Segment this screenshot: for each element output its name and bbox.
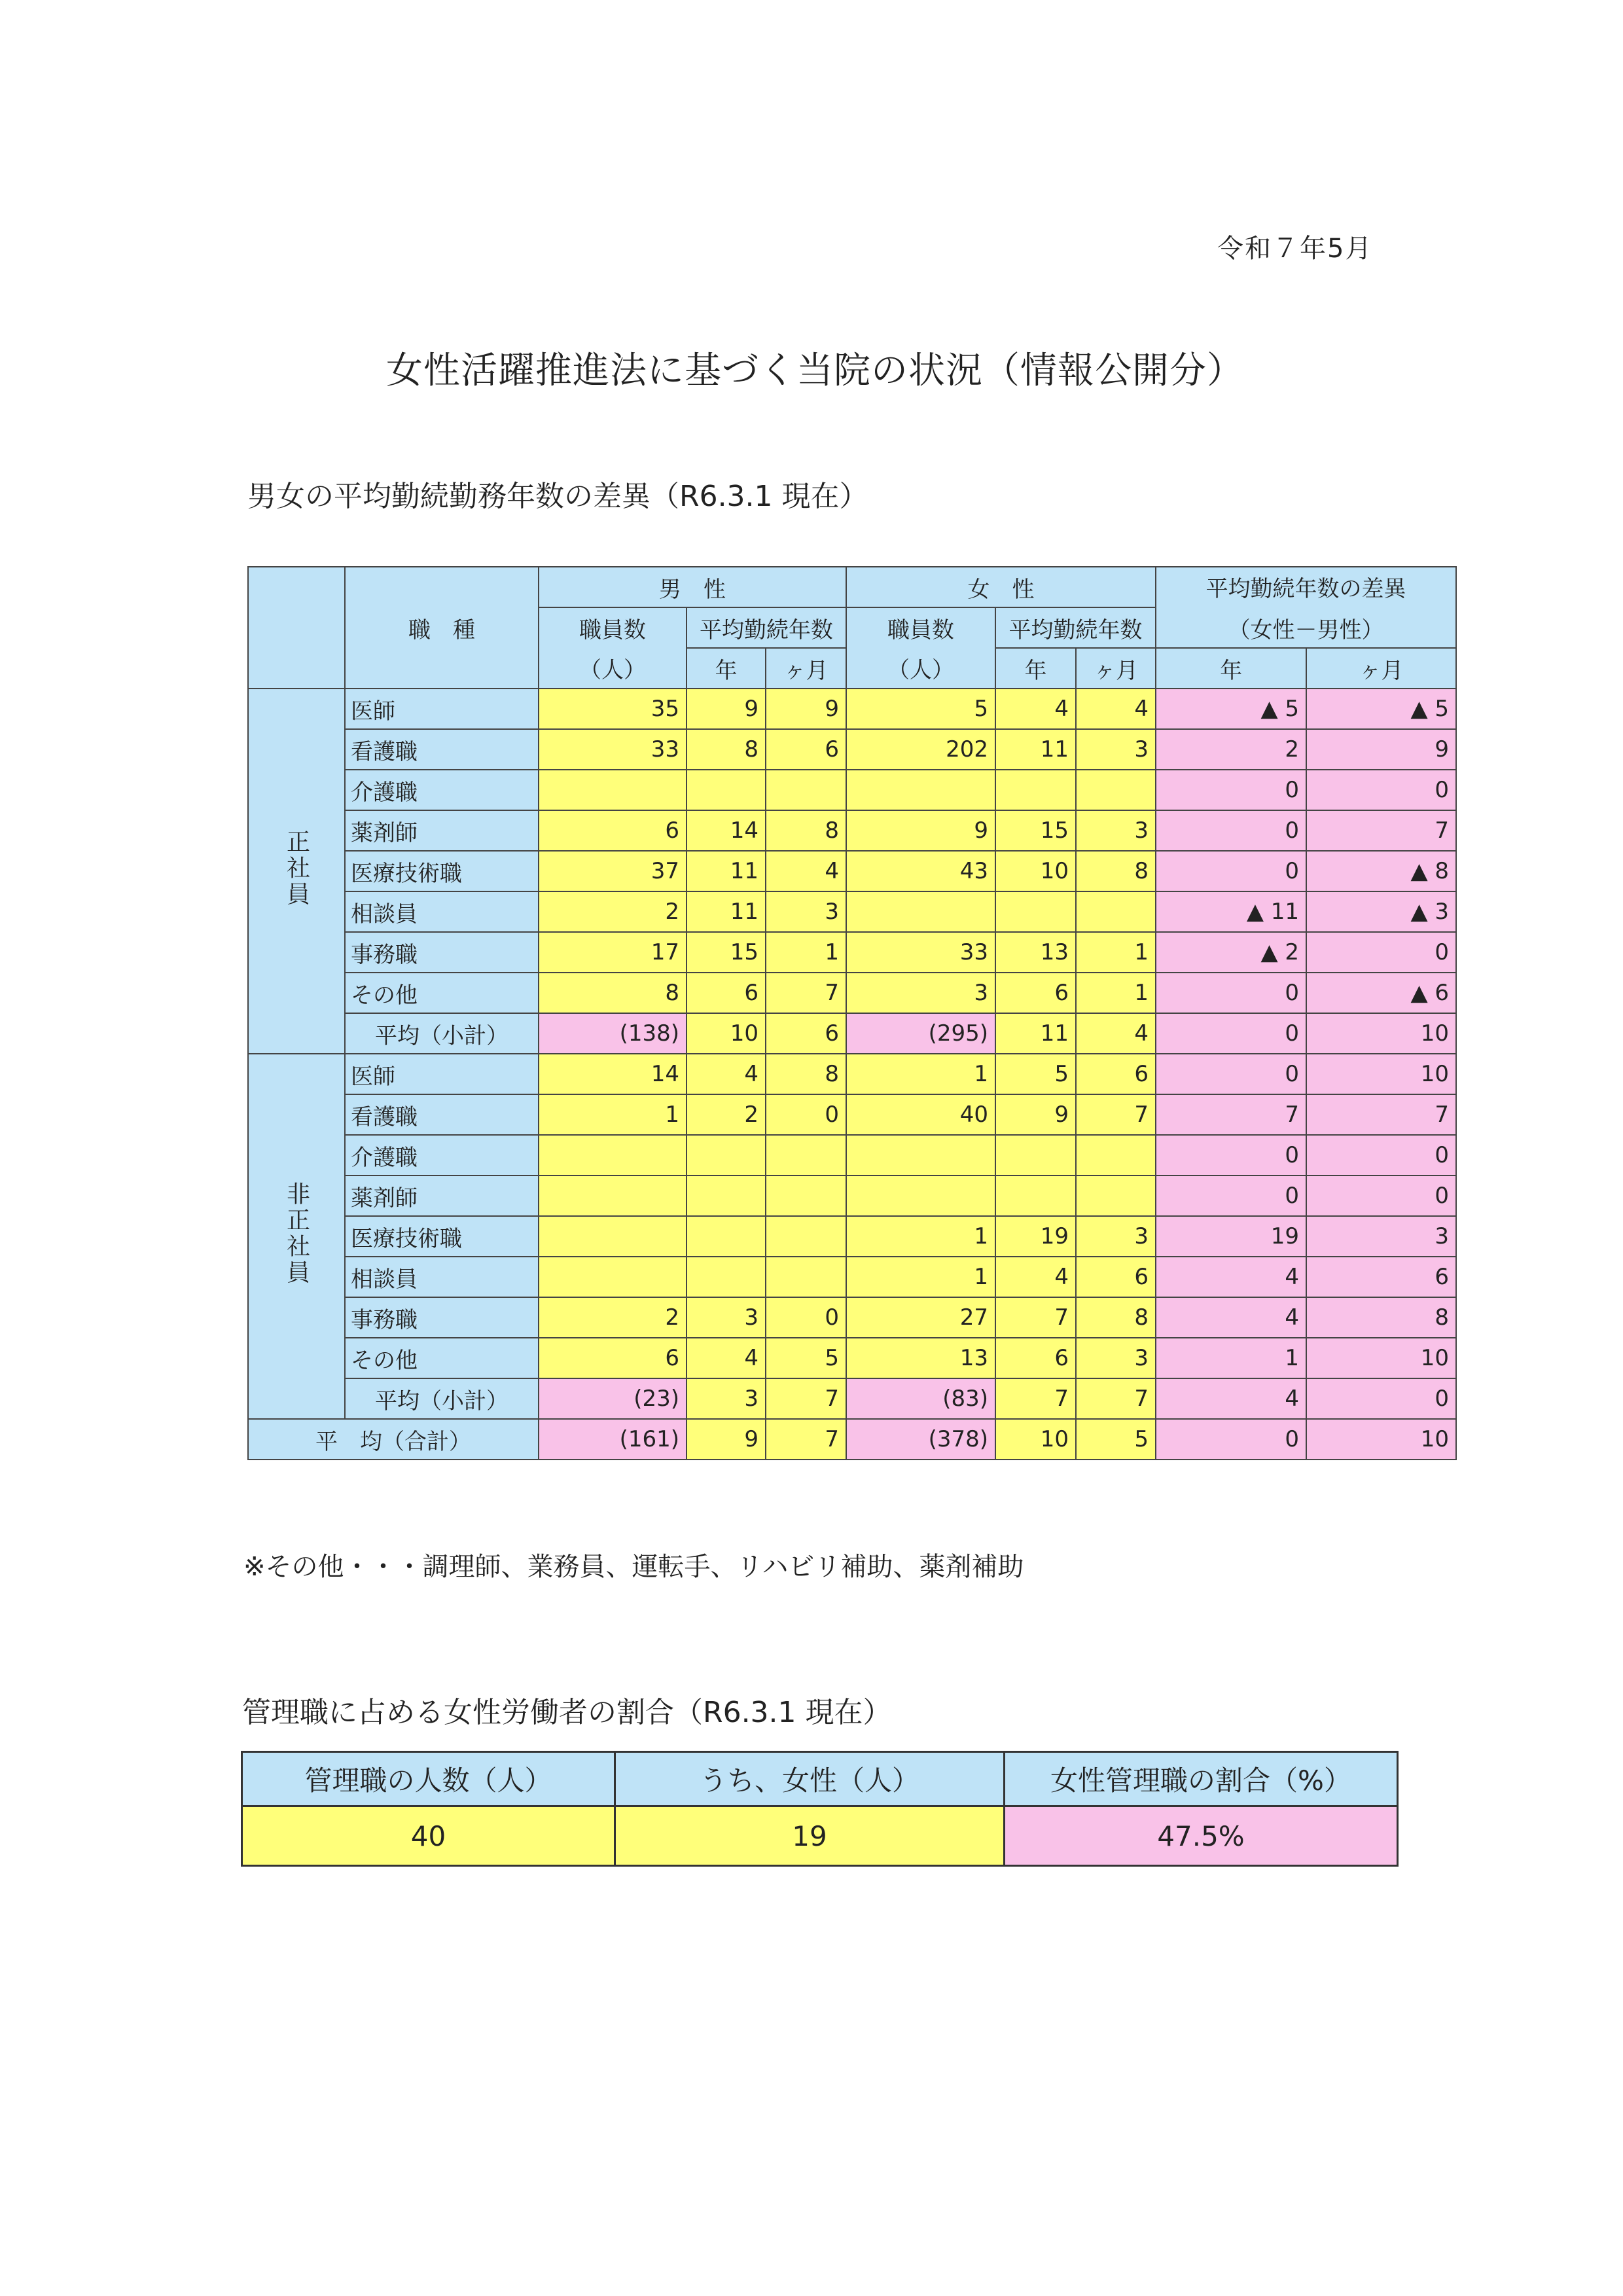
diff-years-cell: 0: [1156, 1175, 1306, 1216]
group-label: 非正社員: [283, 1181, 310, 1286]
female-years-cell: 6: [995, 973, 1076, 1013]
female-months-cell: [1076, 891, 1156, 932]
male-years-cell: 2: [687, 1094, 766, 1135]
diff-years-cell: 0: [1156, 1135, 1306, 1175]
female-count-cell: 9: [846, 810, 995, 851]
female-count-cell: [846, 1135, 995, 1175]
male-years-cell: 6: [687, 973, 766, 1013]
male-months-cell: 4: [766, 851, 846, 891]
male-years-total: 9: [687, 1419, 766, 1460]
female-year-header: 年: [995, 648, 1076, 689]
job-type-cell: 相談員: [345, 1257, 539, 1297]
table-row: [248, 1054, 1456, 1094]
male-count-subtotal: (138): [539, 1013, 687, 1054]
male-months-cell: [766, 1175, 846, 1216]
table-row: [248, 973, 1456, 1013]
male-count-cell: 14: [539, 1054, 687, 1094]
male-years-cell: [687, 1175, 766, 1216]
male-years-cell: [687, 1216, 766, 1257]
diff-years-cell: 0: [1156, 770, 1306, 810]
male-count-cell: 37: [539, 851, 687, 891]
female-years-cell: 11: [995, 729, 1076, 770]
diff-years-cell: 0: [1156, 973, 1306, 1013]
diff-years-cell: 4: [1156, 1257, 1306, 1297]
male-years-subtotal: 3: [687, 1378, 766, 1419]
diff-months-cell: 10: [1306, 1338, 1456, 1378]
diff-years-cell: 7: [1156, 1094, 1306, 1135]
table-row: [248, 851, 1456, 891]
male-years-cell: 3: [687, 1297, 766, 1338]
male-months-cell: 6: [766, 729, 846, 770]
male-months-total: 7: [766, 1419, 846, 1460]
diff-title: 平均勤続年数の差異: [1205, 576, 1406, 602]
diff-subtitle: （女性－男性）: [1228, 617, 1384, 643]
male-count-cell: 17: [539, 932, 687, 973]
total-row: [248, 1419, 1456, 1460]
job-type-cell: 事務職: [345, 932, 539, 973]
female-manager-ratio-header: 女性管理職の割合（%）: [1005, 1752, 1398, 1806]
female-years-subtotal: 11: [995, 1013, 1076, 1054]
female-count-cell: 1: [846, 1054, 995, 1094]
table-row: [248, 1297, 1456, 1338]
female-count-cell: 27: [846, 1297, 995, 1338]
job-type-cell: その他: [345, 1338, 539, 1378]
male-count-cell: [539, 1175, 687, 1216]
male-month-header: ヶ月: [766, 648, 846, 689]
group-label-cell: [248, 1054, 345, 1419]
group-label: 正社員: [283, 829, 310, 908]
tenure-section-heading: 男女の平均勤続勤務年数の差異（R6.3.1 現在）: [247, 480, 868, 513]
male-header: 男 性: [539, 567, 846, 607]
female-years-cell: 13: [995, 932, 1076, 973]
tenure-table: [247, 566, 1457, 1460]
male-count-cell: [539, 1216, 687, 1257]
female-count-cell: 40: [846, 1094, 995, 1135]
table-row: [248, 1094, 1456, 1135]
table-row: [248, 932, 1456, 973]
footnote: ※その他・・・調理師、業務員、運転手、リハビリ補助、薬剤補助: [243, 1552, 1024, 1582]
male-count-cell: [539, 770, 687, 810]
diff-months-cell: ▲ 5: [1306, 689, 1456, 729]
diff-months-cell: ▲ 8: [1306, 851, 1456, 891]
female-months-cell: 8: [1076, 851, 1156, 891]
female-months-cell: 3: [1076, 1216, 1156, 1257]
male-months-cell: 9: [766, 689, 846, 729]
female-count-cell: 33: [846, 932, 995, 973]
job-type-cell: 医師: [345, 689, 539, 729]
female-months-cell: 1: [1076, 973, 1156, 1013]
female-header: 女 性: [846, 567, 1156, 607]
female-months-cell: 4: [1076, 689, 1156, 729]
diff-years-cell: ▲ 2: [1156, 932, 1306, 973]
female-count-cell: [846, 891, 995, 932]
male-years-cell: 9: [687, 689, 766, 729]
persons-unit-label: （人）: [579, 657, 646, 683]
male-months-cell: 5: [766, 1338, 846, 1378]
male-months-cell: [766, 1257, 846, 1297]
table-row: [248, 1338, 1456, 1378]
diff-years-cell: 19: [1156, 1216, 1306, 1257]
female-months-cell: 6: [1076, 1054, 1156, 1094]
job-type-cell: 薬剤師: [345, 1175, 539, 1216]
female-months-subtotal: 7: [1076, 1378, 1156, 1419]
female-months-cell: 8: [1076, 1297, 1156, 1338]
subtotal-row: [248, 1013, 1456, 1054]
diff-years-cell: 0: [1156, 1054, 1306, 1094]
male-count-total: (161): [539, 1419, 687, 1460]
male-years-cell: [687, 1135, 766, 1175]
female-count-cell: 3: [846, 973, 995, 1013]
diff-months-cell: 0: [1306, 770, 1456, 810]
male-count-cell: 1: [539, 1094, 687, 1135]
female-months-cell: 3: [1076, 729, 1156, 770]
diff-years-cell: 2: [1156, 729, 1306, 770]
corner-cell: [248, 567, 345, 689]
male-avg-years-header: 平均勤続年数: [687, 607, 846, 648]
female-count-cell: 5: [846, 689, 995, 729]
female-years-cell: [995, 770, 1076, 810]
female-months-total: 5: [1076, 1419, 1156, 1460]
female-months-cell: [1076, 1135, 1156, 1175]
male-count-cell: 35: [539, 689, 687, 729]
male-months-cell: 1: [766, 932, 846, 973]
diff-months-cell: 8: [1306, 1297, 1456, 1338]
job-type-cell: 医療技術職: [345, 851, 539, 891]
female-years-cell: 7: [995, 1297, 1076, 1338]
male-staff-count-header: [539, 607, 687, 689]
male-months-cell: 7: [766, 973, 846, 1013]
male-count-cell: [539, 1135, 687, 1175]
male-count-subtotal: (23): [539, 1378, 687, 1419]
female-years-cell: [995, 1175, 1076, 1216]
female-months-subtotal: 4: [1076, 1013, 1156, 1054]
diff-months-cell: 0: [1306, 932, 1456, 973]
diff-months-cell: 0: [1306, 1135, 1456, 1175]
male-years-subtotal: 10: [687, 1013, 766, 1054]
female-months-cell: 3: [1076, 1338, 1156, 1378]
female-years-cell: [995, 1135, 1076, 1175]
diff-month-header: ヶ月: [1306, 648, 1456, 689]
diff-months-cell: 0: [1306, 1175, 1456, 1216]
table-row: [248, 770, 1456, 810]
male-months-cell: 0: [766, 1094, 846, 1135]
female-months-cell: 6: [1076, 1257, 1156, 1297]
subtotal-label: 平均（小計）: [345, 1378, 539, 1419]
job-type-cell: 看護職: [345, 1094, 539, 1135]
persons-unit-label: （人）: [887, 657, 955, 683]
male-months-cell: [766, 1135, 846, 1175]
diff-years-cell: ▲ 11: [1156, 891, 1306, 932]
female-count-cell: [846, 770, 995, 810]
diff-months-cell: ▲ 6: [1306, 973, 1456, 1013]
female-count-total: (378): [846, 1419, 995, 1460]
female-years-subtotal: 7: [995, 1378, 1076, 1419]
male-year-header: 年: [687, 648, 766, 689]
female-months-cell: [1076, 770, 1156, 810]
diff-years-cell: 0: [1156, 810, 1306, 851]
table-row: [248, 891, 1456, 932]
female-years-total: 10: [995, 1419, 1076, 1460]
male-months-cell: 8: [766, 1054, 846, 1094]
female-years-cell: 5: [995, 1054, 1076, 1094]
female-count-subtotal: (83): [846, 1378, 995, 1419]
diff-years-total: 0: [1156, 1419, 1306, 1460]
female-manager-ratio-value: 47.5%: [1005, 1806, 1398, 1866]
male-years-cell: 11: [687, 891, 766, 932]
manager-ratio-table: [241, 1751, 1399, 1867]
male-months-subtotal: 6: [766, 1013, 846, 1054]
female-count-subtotal: (295): [846, 1013, 995, 1054]
manager-count-value: 40: [242, 1806, 615, 1866]
diff-years-subtotal: 0: [1156, 1013, 1306, 1054]
male-months-cell: [766, 770, 846, 810]
male-count-cell: 8: [539, 973, 687, 1013]
manager-count-header: 管理職の人数（人）: [242, 1752, 615, 1806]
male-years-cell: 11: [687, 851, 766, 891]
page-title: 女性活躍推進法に基づく当院の状況（情報公開分）: [386, 350, 1244, 392]
table-row: [248, 1216, 1456, 1257]
table-row: [248, 1257, 1456, 1297]
job-type-cell: 薬剤師: [345, 810, 539, 851]
table-row: [248, 689, 1456, 729]
female-manager-count-value: 19: [615, 1806, 1005, 1866]
diff-years-cell: 4: [1156, 1297, 1306, 1338]
female-years-cell: 15: [995, 810, 1076, 851]
male-months-subtotal: 7: [766, 1378, 846, 1419]
female-count-cell: 13: [846, 1338, 995, 1378]
diff-months-total: 10: [1306, 1419, 1456, 1460]
female-years-cell: 19: [995, 1216, 1076, 1257]
diff-year-header: 年: [1156, 648, 1306, 689]
male-count-cell: 2: [539, 891, 687, 932]
female-count-cell: 202: [846, 729, 995, 770]
subtotal-label: 平均（小計）: [345, 1013, 539, 1054]
male-count-cell: 6: [539, 1338, 687, 1378]
female-manager-count-header: うち、女性（人）: [615, 1752, 1005, 1806]
job-type-cell: 医師: [345, 1054, 539, 1094]
job-type-cell: 相談員: [345, 891, 539, 932]
diff-months-cell: ▲ 3: [1306, 891, 1456, 932]
female-month-header: ヶ月: [1076, 648, 1156, 689]
female-count-cell: [846, 1175, 995, 1216]
manager-section-heading: 管理職に占める女性労働者の割合（R6.3.1 現在）: [242, 1696, 892, 1729]
diff-months-subtotal: 10: [1306, 1013, 1456, 1054]
male-years-cell: [687, 770, 766, 810]
job-type-cell: その他: [345, 973, 539, 1013]
male-months-cell: 8: [766, 810, 846, 851]
female-months-cell: 1: [1076, 932, 1156, 973]
female-avg-years-header: 平均勤続年数: [995, 607, 1156, 648]
table-row: [248, 1135, 1456, 1175]
male-months-cell: 0: [766, 1297, 846, 1338]
female-years-cell: 4: [995, 1257, 1076, 1297]
diff-header: [1156, 567, 1456, 648]
male-count-cell: 2: [539, 1297, 687, 1338]
male-years-cell: 15: [687, 932, 766, 973]
male-count-cell: 6: [539, 810, 687, 851]
male-months-cell: 3: [766, 891, 846, 932]
male-count-cell: [539, 1257, 687, 1297]
diff-months-cell: 9: [1306, 729, 1456, 770]
female-years-cell: 10: [995, 851, 1076, 891]
subtotal-row: [248, 1378, 1456, 1419]
female-months-cell: 3: [1076, 810, 1156, 851]
diff-years-cell: ▲ 5: [1156, 689, 1306, 729]
job-type-header: 職 種: [345, 567, 539, 689]
diff-months-subtotal: 0: [1306, 1378, 1456, 1419]
female-count-cell: 43: [846, 851, 995, 891]
staff-count-label: 職員数: [887, 617, 955, 643]
female-months-cell: [1076, 1175, 1156, 1216]
diff-months-cell: 10: [1306, 1054, 1456, 1094]
diff-years-cell: 0: [1156, 851, 1306, 891]
female-years-cell: 9: [995, 1094, 1076, 1135]
female-count-cell: 1: [846, 1257, 995, 1297]
male-years-cell: 4: [687, 1054, 766, 1094]
diff-years-cell: 1: [1156, 1338, 1306, 1378]
diff-months-cell: 3: [1306, 1216, 1456, 1257]
group-label-cell: [248, 689, 345, 1054]
table-row: [248, 729, 1456, 770]
job-type-cell: 医療技術職: [345, 1216, 539, 1257]
job-type-cell: 介護職: [345, 770, 539, 810]
female-years-cell: 4: [995, 689, 1076, 729]
diff-months-cell: 6: [1306, 1257, 1456, 1297]
table-row: [248, 1175, 1456, 1216]
female-count-cell: 1: [846, 1216, 995, 1257]
job-type-cell: 事務職: [345, 1297, 539, 1338]
male-count-cell: 33: [539, 729, 687, 770]
male-months-cell: [766, 1216, 846, 1257]
male-years-cell: [687, 1257, 766, 1297]
male-years-cell: 14: [687, 810, 766, 851]
diff-years-subtotal: 4: [1156, 1378, 1306, 1419]
job-type-cell: 介護職: [345, 1135, 539, 1175]
total-label: 平 均（合計）: [248, 1419, 539, 1460]
diff-months-cell: 7: [1306, 810, 1456, 851]
document-date: 令和７年5月: [1217, 234, 1373, 264]
female-months-cell: 7: [1076, 1094, 1156, 1135]
male-years-cell: 8: [687, 729, 766, 770]
male-years-cell: 4: [687, 1338, 766, 1378]
staff-count-label: 職員数: [579, 617, 646, 643]
female-staff-count-header: [846, 607, 995, 689]
diff-months-cell: 7: [1306, 1094, 1456, 1135]
table-row: [248, 810, 1456, 851]
job-type-cell: 看護職: [345, 729, 539, 770]
female-years-cell: 6: [995, 1338, 1076, 1378]
female-years-cell: [995, 891, 1076, 932]
